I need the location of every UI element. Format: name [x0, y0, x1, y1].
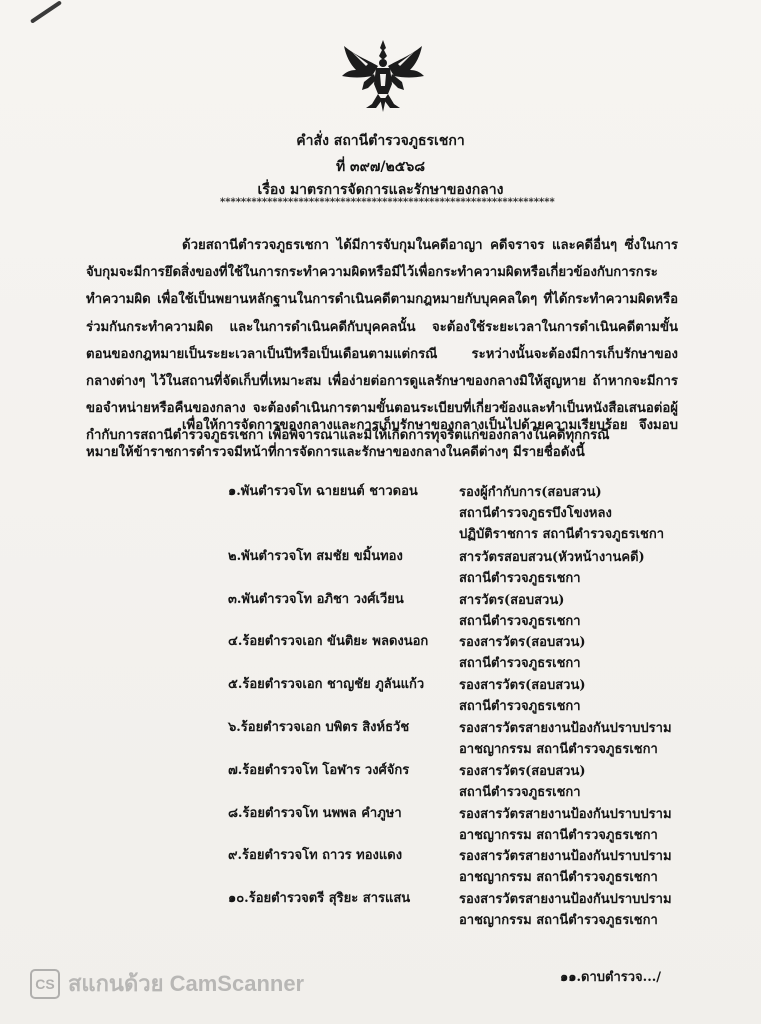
camscanner-label: สแกนด้วย CamScanner [68, 971, 305, 996]
officer-row [0, 761, 761, 804]
officer-position-line: รองสารวัตร(สอบสวน) [459, 635, 586, 651]
officer-position [459, 718, 672, 760]
officer-name: ๗.ร้อยตำรวจโท โอฬาร วงศ์จักร [228, 762, 410, 778]
officer-position-line: รองสารวัตรสายงานป้องกันปราบปราม [459, 720, 672, 736]
officer-position-line: สถานีตำรวจภูธรเชกา [459, 613, 581, 629]
officer-position-line: สถานีตำรวจภูธรเชกา [459, 570, 581, 586]
officer-name: ๑๐.ร้อยตำรวจตรี สุริยะ สารแสน [228, 891, 411, 907]
officer-row [0, 632, 761, 675]
officer-position [459, 846, 672, 888]
officer-position [459, 804, 672, 846]
officer-name: ๖.ร้อยตำรวจเอก บพิตร สิงห์ธวัช [228, 719, 410, 735]
officer-row [0, 889, 761, 932]
officer-position [459, 547, 645, 589]
officer-position-line: รองสารวัตร(สอบสวน) [459, 678, 586, 694]
officer-name: ๙.ร้อยตำรวจโท ถาวร ทองแดง [228, 848, 403, 864]
officer-name: ๓.พันตำรวจโท อภิชา วงศ์เวียน [228, 591, 404, 607]
officer-position-line: อาชญากรรม สถานีตำรวจภูธรเชกา [459, 741, 658, 757]
continuation-marker: ๑๑.ดาบตำรวจ.../ [560, 970, 661, 985]
officer-name: ๑.พันตำรวจโท ฉายยนต์ ชาวดอน [228, 484, 418, 499]
officer-position-line: ปฏิบัติราชการ สถานีตำรวจภูธรเชกา [459, 527, 665, 542]
officer-position-line: รองสารวัตร(สอบสวน) [459, 763, 586, 779]
officer-row [0, 804, 761, 847]
officer-list [0, 482, 761, 932]
officer-name: ๘.ร้อยตำรวจโท นพพล คำภูษา [228, 805, 402, 821]
officer-position-line: รองสารวัตรสายงานป้องกันปราบปราม [459, 806, 672, 822]
officer-name: ๒.พันตำรวจโท สมชัย ขมิ้นทอง [228, 548, 403, 564]
officer-position [459, 482, 664, 545]
body-paragraph-1: ด้วยสถานีตำรวจภูธรเชกา ได้มีการจับกุมในคดีอาญา คดีจราจร และคดีอื่นๆ ซึ่งในการจับกุมจะมีการยึดสิ่งของที่ใช้ในการกระทำความผิดหรือมีไว้เพื่อกระทำความผิดหรือเกี่ยวข้องกับการกระทำความผิด เพื่อใช้เป็นพยานหลักฐานในการดำเนินคดีตามกฎหมายกับบุคคลใดๆ ที่ได้กระทำความผิดหรือร่วมกันกระทำความผิด และในการดำเนินคดีกับบุคคลนั้น จะต้องใช้ระยะเวลาในการดำเนินคดีตามขั้นตอนของกฎหมายเป็นระยะเวลาเป็นปีหรือเป็นเดือนตามแต่กรณี ระหว่างนั้นจะต้องมีการเก็บรักษาของกลางต่างๆ ไว้ในสถานที่จัดเก็บที่เหมาะสม เพื่อง่ายต่อการดูแลรักษาของกลางมิให้สูญหาย ถ้าหากจะมีการขอจำหน่ายหรือคืนของกลาง จะต้องดำเนินการตามขั้นตอนระเบียบที่เกี่ยวข้องและทำเป็นหนังสือเสนอต่อผู้กำกับการสถานีตำรวจภูธรเชกา เพื่อพิจารณาและมิให้เกิดการทุจริตแก่ของกลางในคดีทุกกรณี [86, 238, 678, 444]
officer-position [459, 675, 586, 717]
officer-name: ๔.ร้อยตำรวจเอก ขันติยะ พลดงนอก [228, 634, 429, 650]
officer-row [0, 846, 761, 889]
officer-position-line: รองผู้กำกับการ(สอบสวน) [459, 485, 602, 500]
officer-position-line: สถานีตำรวจภูธรเชกา [459, 699, 581, 715]
officer-name: ๕.ร้อยตำรวจเอก ชาญชัย ภูลันแก้ว [228, 677, 425, 693]
officer-position-line: รองสารวัตรสายงานป้องกันปราบปราม [459, 892, 672, 908]
order-subject: เรื่อง มาตรการจัดการและรักษาของกลาง [257, 182, 504, 198]
officer-position [459, 590, 581, 632]
officer-row [0, 482, 761, 542]
officer-position-line: สถานีตำรวจภูธรบึงโขงหลง [459, 506, 612, 521]
garuda-emblem-icon [338, 38, 428, 114]
officer-row [0, 718, 761, 761]
officer-position [459, 761, 586, 803]
camscanner-watermark [30, 966, 304, 1001]
officer-position-line: อาชญากรรม สถานีตำรวจภูธรเชกา [459, 827, 658, 843]
pen-mark [30, 0, 62, 23]
officer-position-line: รองสารวัตรสายงานป้องกันปราบปราม [459, 849, 672, 865]
order-title: คำสั่ง สถานีตำรวจภูธรเชกา [296, 133, 465, 149]
officer-position-line: สถานีตำรวจภูธรเชกา [459, 656, 581, 672]
officer-row [0, 590, 761, 633]
officer-position [459, 889, 672, 931]
body-paragraph-2: เพื่อให้การจัดการของกลางและการเก็บรักษาของกลางเป็นไปด้วยความเรียบร้อย จึงมอบหมายให้ข้าราชการตำรวจมีหน้าที่การจัดการและรักษาของกลางในคดีต่างๆ มีรายชื่อดังนี้ [86, 418, 678, 461]
officer-position-line: สถานีตำรวจภูธรเชกา [459, 784, 581, 800]
officer-row [0, 547, 761, 590]
officer-position-line: อาชญากรรม สถานีตำรวจภูธรเชกา [459, 913, 658, 929]
officer-position-line: สารวัตร(สอบสวน) [459, 592, 565, 608]
officer-position-line: สารวัตรสอบสวน(หัวหน้างานคดี) [459, 549, 645, 565]
officer-position-line: อาชญากรรม สถานีตำรวจภูธรเชกา [459, 870, 658, 886]
camscanner-logo-icon: CS [30, 969, 60, 999]
order-number: ที่ ๓๙๗/๒๕๖๘ [335, 159, 426, 175]
officer-position [459, 632, 586, 674]
separator-stars: **************************************************************** [220, 197, 555, 208]
officer-row [0, 675, 761, 718]
